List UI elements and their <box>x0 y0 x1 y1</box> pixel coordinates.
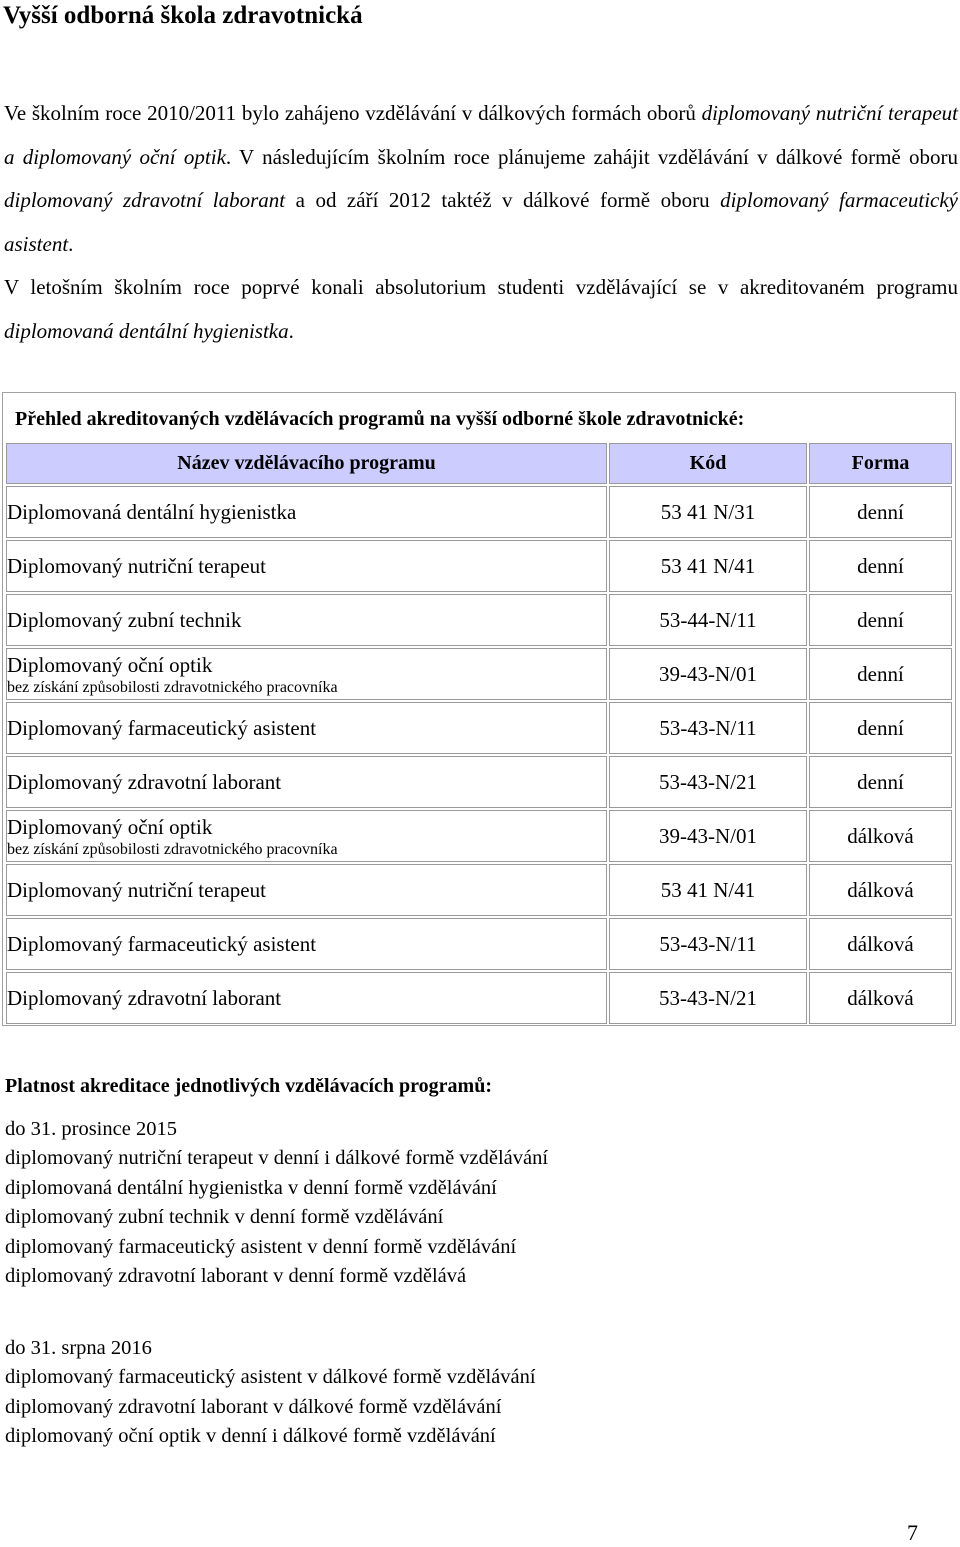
program-code: 39-43-N/01 <box>609 648 807 700</box>
intro-text-run: V letošním školním roce poprvé konali absolutorium studenti vzdělávající se v akreditovaném programu <box>4 275 958 300</box>
table-row <box>6 756 952 808</box>
validity-item: diplomovaný oční optik v denní i dálkové formě vzdělávání <box>5 1425 496 1448</box>
table-row <box>6 486 952 538</box>
page-number: 7 <box>907 1520 918 1545</box>
column-header-code: Kód <box>609 443 807 484</box>
validity-item: diplomovaný zdravotní laborant v denní formě vzdělává <box>5 1265 467 1288</box>
validity-date: do 31. prosince 2015 <box>5 1118 177 1140</box>
program-code: 53-43-N/11 <box>609 702 807 754</box>
program-name-cell <box>6 702 607 754</box>
program-name: Diplomovaný nutriční terapeut <box>7 553 266 578</box>
intro-paragraph-1 <box>4 92 958 266</box>
program-name: Diplomovaný oční optik <box>7 652 213 677</box>
intro-text-italic: diplomovaný farmaceutický asistent <box>4 188 958 256</box>
program-form: denní <box>809 486 952 538</box>
program-form: denní <box>809 702 952 754</box>
column-header-name: Název vzdělávacího programu <box>6 443 607 484</box>
program-form: dálková <box>809 918 952 970</box>
program-form: denní <box>809 756 952 808</box>
intro-text-run: Ve školním roce 2010/2011 bylo zahájeno vzdělávání v dálkových formách oborů <box>4 101 702 125</box>
program-name-cell <box>6 918 607 970</box>
page-heading: Vyšší odborná škola zdravotnická <box>3 2 363 29</box>
intro-text-italic: diplomovaná dentální hygienistka <box>4 318 289 343</box>
programs-table-title: Přehled akreditovaných vzdělávacích programů na vyšší odborné škole zdravotnické: <box>15 408 745 430</box>
program-name-cell <box>6 594 607 646</box>
program-name-cell <box>6 648 607 700</box>
intro-text <box>4 92 958 354</box>
program-note: bez získání způsobilosti zdravotnického pracovníka <box>7 840 338 858</box>
program-name-cell <box>6 864 607 916</box>
program-form: dálková <box>809 972 952 1024</box>
program-name: Diplomovaný nutriční terapeut <box>7 877 266 902</box>
validity-date: do 31. srpna 2016 <box>5 1337 152 1359</box>
program-form: denní <box>809 540 952 592</box>
program-code: 39-43-N/01 <box>609 810 807 862</box>
validity-item: diplomovaná dentální hygienistka v denní formě vzdělávání <box>5 1176 497 1199</box>
validity-item: diplomovaný farmaceutický asistent v denní formě vzdělávání <box>5 1235 517 1258</box>
validity-item: diplomovaný farmaceutický asistent v dálkové formě vzdělávání <box>5 1366 536 1389</box>
intro-text-run: . <box>68 231 74 256</box>
table-row <box>6 594 952 646</box>
program-form: denní <box>809 594 952 646</box>
program-name-cell <box>6 756 607 808</box>
program-form: dálková <box>809 864 952 916</box>
program-code: 53-43-N/21 <box>609 972 807 1024</box>
program-note: bez získání způsobilosti zdravotnického pracovníka <box>7 678 338 696</box>
column-header-form: Forma <box>809 443 952 484</box>
intro-text-italic: diplomovaný zdravotní laborant <box>4 188 286 213</box>
program-name: Diplomovaný zubní technik <box>7 607 242 632</box>
table-row <box>6 972 952 1024</box>
program-code: 53 41 N/41 <box>609 540 807 592</box>
table-row <box>6 702 952 754</box>
validity-item: diplomovaný zdravotní laborant v dálkové formě vzdělávání <box>5 1395 502 1418</box>
validity-item: diplomovaný nutriční terapeut v denní i dálkové formě vzdělávání <box>5 1147 549 1170</box>
intro-text-run: . <box>288 318 294 343</box>
table-row <box>6 864 952 916</box>
program-name-cell <box>6 486 607 538</box>
table-row <box>6 540 952 592</box>
validity-group <box>5 1334 536 1452</box>
table-row <box>6 810 952 862</box>
intro-text-run: . V následujícím školním roce plánujeme zahájit vzdělávání v dálkové formě oboru <box>225 144 958 169</box>
program-code: 53 41 N/31 <box>609 486 807 538</box>
program-form: dálková <box>809 810 952 862</box>
program-name: Diplomovaný oční optik <box>7 814 213 839</box>
program-code: 53-43-N/21 <box>609 756 807 808</box>
program-name: Diplomovaný farmaceutický asistent <box>7 931 317 956</box>
validity-title: Platnost akreditace jednotlivých vzdělávacích programů: <box>5 1075 492 1097</box>
program-name-cell <box>6 810 607 862</box>
table-row <box>6 648 952 700</box>
program-name: Diplomovaný zdravotní laborant <box>7 769 282 794</box>
table-header-row <box>6 443 952 484</box>
intro-text-italic: diplomovaný nutriční terapeut a diplomovaný oční optik <box>4 101 958 169</box>
programs-table <box>4 441 954 1026</box>
table-row <box>6 918 952 970</box>
program-code: 53 41 N/41 <box>609 864 807 916</box>
intro-text-run: a od září 2012 taktéž v dálkové formě oboru <box>285 188 721 213</box>
program-code: 53-43-N/11 <box>609 918 807 970</box>
program-name: Diplomovaný farmaceutický asistent <box>7 715 317 740</box>
program-name-cell <box>6 540 607 592</box>
program-name: Diplomovaný zdravotní laborant <box>7 985 282 1010</box>
program-form: denní <box>809 648 952 700</box>
validity-item: diplomovaný zubní technik v denní formě vzdělávání <box>5 1206 444 1229</box>
program-name-cell <box>6 972 607 1024</box>
validity-group <box>5 1115 548 1291</box>
program-name: Diplomovaná dentální hygienistka <box>7 499 297 524</box>
program-code: 53-44-N/11 <box>609 594 807 646</box>
intro-paragraph-2 <box>4 266 958 353</box>
